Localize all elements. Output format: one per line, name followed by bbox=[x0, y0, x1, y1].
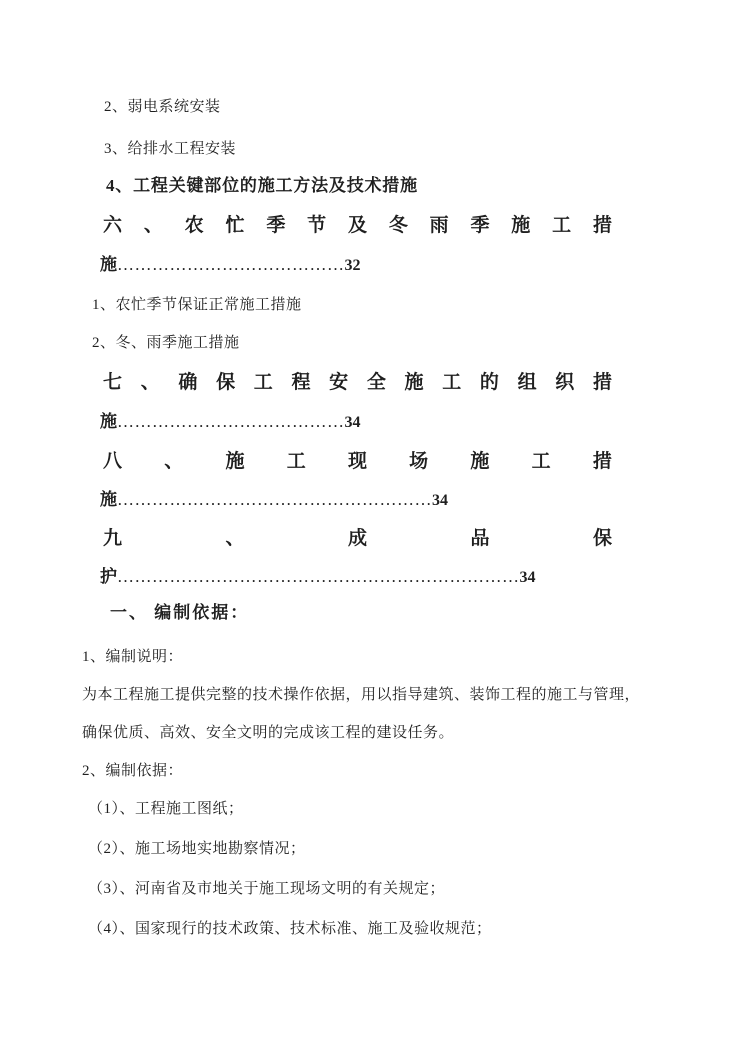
subheading-compilation-note: 1、编制说明： bbox=[82, 649, 184, 665]
toc-heading-seven: 七 、 确 保 工 程 安 全 施 工 的 组 织 措 bbox=[103, 372, 612, 393]
heading-key-parts: 4、工程关键部位的施工方法及技术措施 bbox=[106, 176, 418, 195]
subheading-compilation-basis: 2、编制依据： bbox=[82, 763, 184, 779]
toc-heading-nine: 九 、 成 品 保 bbox=[103, 528, 612, 549]
toc-leader-dots: …………………………………………………………… bbox=[117, 567, 520, 586]
toc-leader-line-six bbox=[100, 254, 361, 276]
toc-page-number: 32 bbox=[344, 257, 361, 274]
list-item-winter-rain: 2、冬、雨季施工措施 bbox=[92, 335, 240, 351]
toc-leader-prefix: 施 bbox=[100, 412, 117, 431]
paragraph-line: 确保优质、高效、安全文明的完成该工程的建设任务。 bbox=[82, 725, 455, 741]
toc-leader-line-eight bbox=[100, 489, 448, 511]
list-item-henan-regulations: （3）、河南省及市地关于施工现场文明的有关规定； bbox=[88, 881, 446, 897]
list-item-national-standards: （4）、国家现行的技术政策、技术标准、施工及验收规范； bbox=[88, 921, 492, 937]
toc-leader-prefix: 施 bbox=[100, 490, 117, 509]
toc-page-number: 34 bbox=[519, 569, 536, 586]
toc-heading-eight: 八 、 施 工 现 场 施 工 措 bbox=[103, 451, 612, 472]
section-heading-compilation-basis: 一、 编制依据： bbox=[110, 603, 250, 622]
list-item-busy-season: 1、农忙季节保证正常施工措施 bbox=[92, 297, 302, 313]
toc-heading-six: 六 、 农 忙 季 节 及 冬 雨 季 施 工 措 bbox=[103, 215, 612, 236]
toc-leader-prefix: 护 bbox=[100, 567, 117, 586]
toc-leader-line-seven bbox=[100, 411, 361, 433]
toc-leader-dots: ………………………………… bbox=[117, 255, 345, 274]
toc-page-number: 34 bbox=[344, 414, 361, 431]
toc-page-number: 34 bbox=[432, 492, 448, 509]
list-item-site-survey: （2）、施工场地实地勘察情况； bbox=[88, 841, 306, 857]
toc-leader-dots: ………………………………… bbox=[117, 412, 345, 431]
toc-leader-line-nine bbox=[100, 566, 536, 588]
toc-leader-dots: ……………………………………………… bbox=[117, 490, 432, 509]
list-item-weak-current: 2、弱电系统安装 bbox=[104, 99, 221, 115]
list-item-plumbing: 3、给排水工程安装 bbox=[104, 141, 237, 157]
list-item-drawings: （1）、工程施工图纸； bbox=[88, 801, 244, 817]
paragraph-line: 为本工程施工提供完整的技术操作依据，用以指导建筑、装饰工程的施工与管理， bbox=[82, 687, 641, 703]
toc-leader-prefix: 施 bbox=[100, 255, 117, 274]
